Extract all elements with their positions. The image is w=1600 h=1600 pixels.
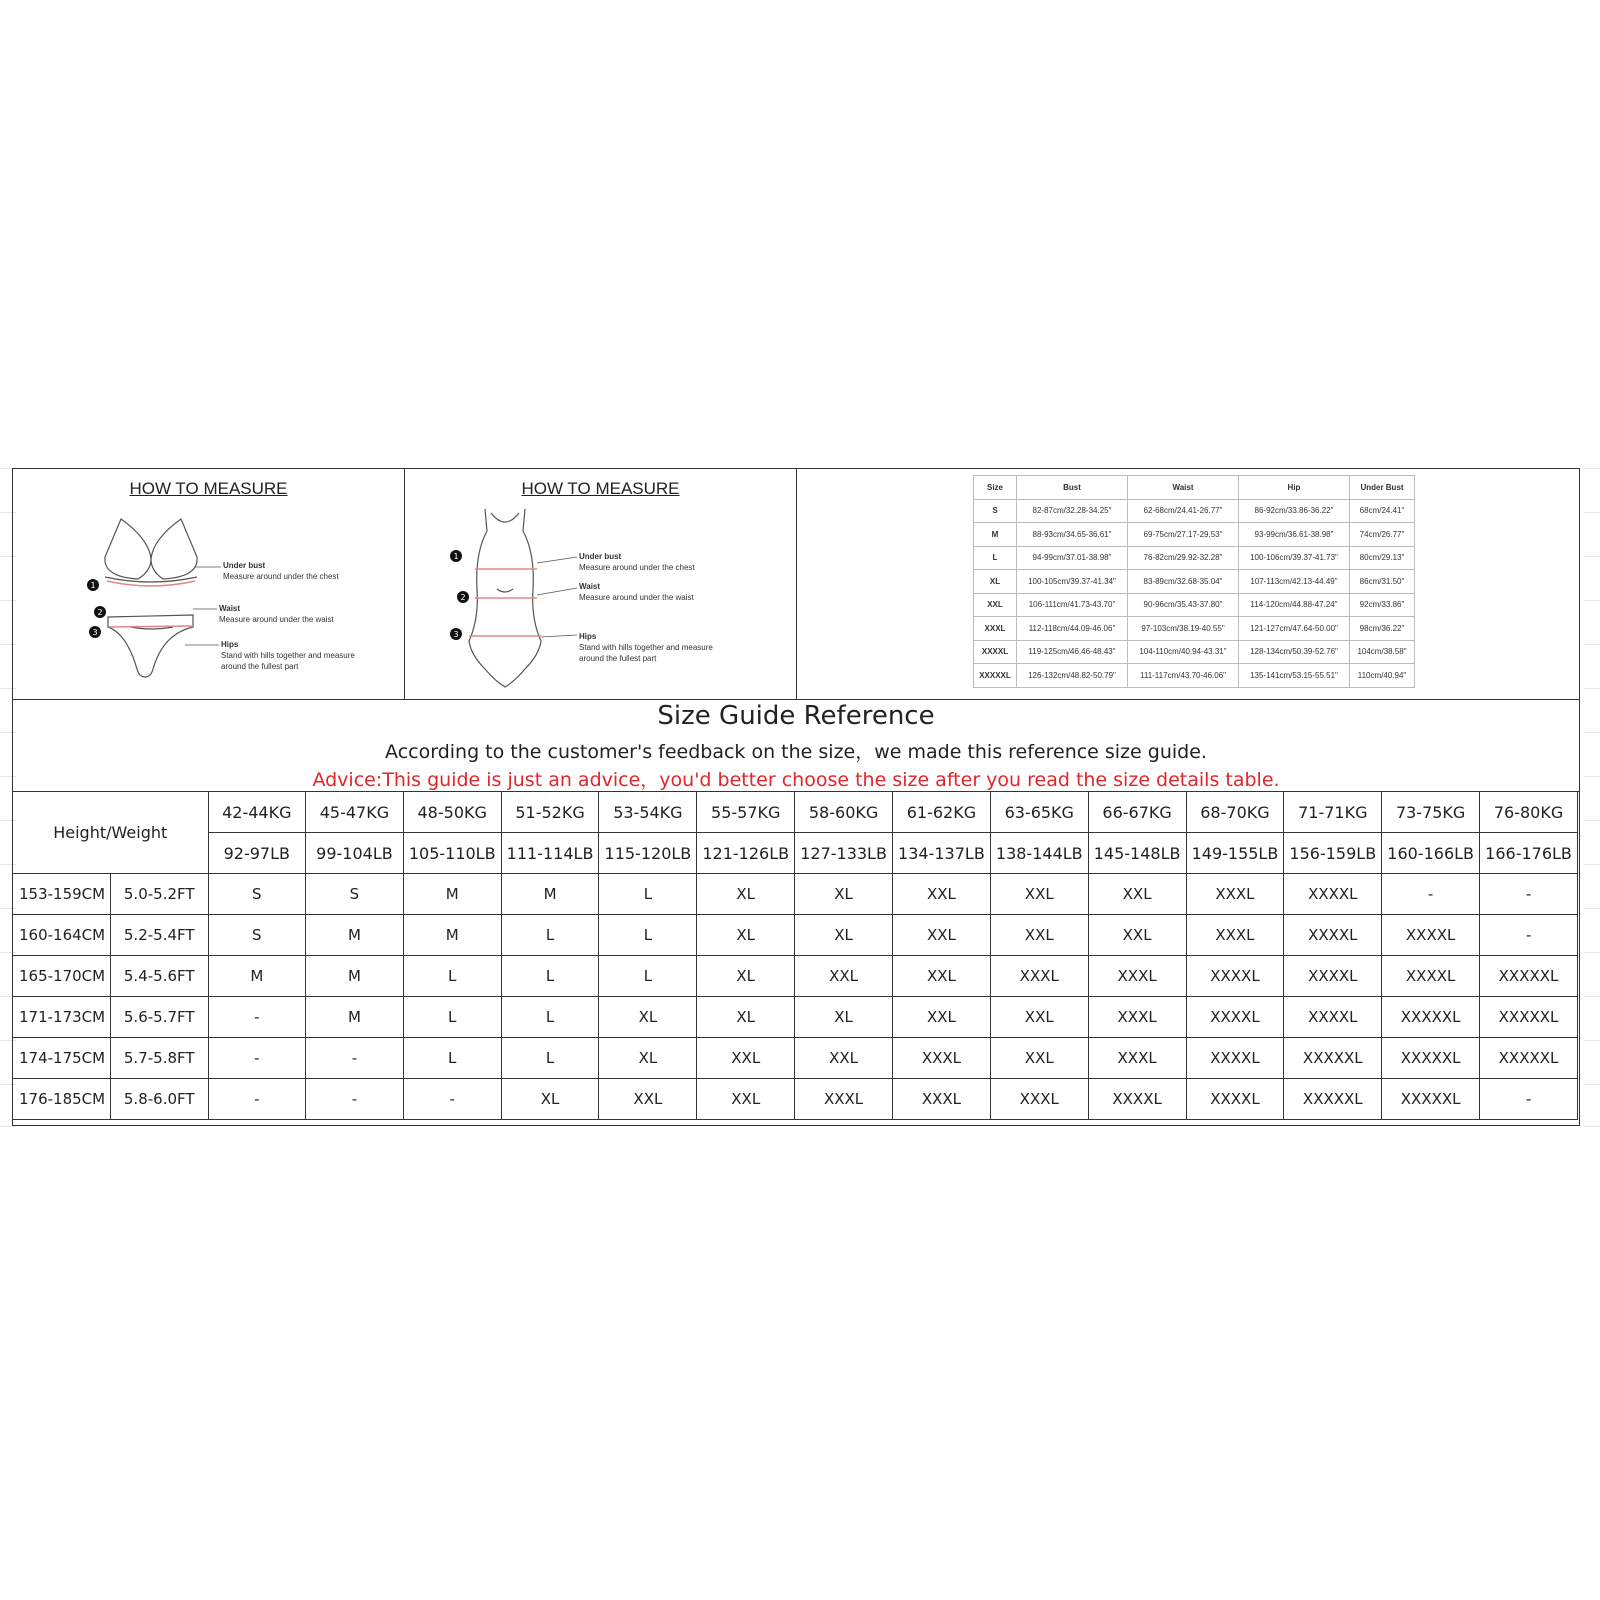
weight-lb-header: 134-137LB	[893, 833, 991, 874]
size-spec-table	[973, 475, 1415, 688]
guide-advice: Advice:This guide is just an advice，you'd better choose the size after you read the size details table.	[312, 769, 1280, 791]
spec-value-cell: 86cm/31.50"	[1350, 570, 1415, 594]
hips-label: Hips	[221, 640, 239, 649]
size-cell: M	[306, 956, 404, 997]
weight-lb-header: 92-97LB	[208, 833, 306, 874]
size-row	[13, 915, 1578, 956]
size-cell: XXXXL	[1186, 997, 1284, 1038]
weight-kg-header: 53-54KG	[599, 792, 697, 833]
spec-size-cell: M	[974, 523, 1017, 547]
size-cell: -	[208, 1038, 306, 1079]
weight-lb-header: 105-110LB	[403, 833, 501, 874]
height-cm-cell: 160-164CM	[13, 915, 111, 956]
size-cell: XXXXXL	[1382, 1038, 1480, 1079]
height-ft-cell: 5.8-6.0FT	[110, 1079, 208, 1120]
size-cell: XL	[599, 997, 697, 1038]
spec-value-cell: 128-134cm/50.39-52.76"	[1239, 640, 1350, 664]
size-cell: L	[599, 874, 697, 915]
how-to-measure-title: HOW TO MEASURE	[129, 479, 288, 498]
spec-value-cell: 92cm/33.86"	[1350, 593, 1415, 617]
weight-lb-header: 160-166LB	[1382, 833, 1480, 874]
size-cell: XXL	[795, 1038, 893, 1079]
size-cell: XL	[697, 874, 795, 915]
hips-desc-2: around the fullest part	[221, 662, 299, 671]
size-cell: M	[501, 874, 599, 915]
svg-text:3: 3	[453, 630, 459, 639]
size-cell: XL	[697, 956, 795, 997]
hips-desc-1: Stand with hills together and measure	[221, 651, 355, 660]
bikini-measure-panel	[13, 469, 405, 699]
size-cell: M	[403, 874, 501, 915]
spec-size-cell: L	[974, 546, 1017, 570]
spec-value-cell: 62-68cm/24.41-26.77"	[1128, 499, 1239, 523]
weight-kg-header: 45-47KG	[306, 792, 404, 833]
weight-kg-header: 51-52KG	[501, 792, 599, 833]
size-cell: XXXL	[1186, 874, 1284, 915]
spec-value-cell: 111-117cm/43.70-46.06"	[1128, 664, 1239, 688]
spec-row	[974, 617, 1415, 641]
spec-row	[974, 640, 1415, 664]
size-cell: XXL	[893, 956, 991, 997]
size-cell: XXL	[893, 915, 991, 956]
size-cell: -	[306, 1038, 404, 1079]
size-cell: S	[208, 915, 306, 956]
size-cell: XXXL	[1088, 997, 1186, 1038]
size-row	[13, 997, 1578, 1038]
spec-row	[974, 570, 1415, 594]
size-cell: M	[208, 956, 306, 997]
size-cell: XL	[697, 997, 795, 1038]
weight-lb-header: 145-148LB	[1088, 833, 1186, 874]
spec-header-cell: Under Bust	[1350, 476, 1415, 500]
spec-row	[974, 499, 1415, 523]
spec-value-cell: 100-106cm/39.37-41.73"	[1239, 546, 1350, 570]
measure-row	[13, 469, 1579, 700]
spec-row	[974, 593, 1415, 617]
size-cell: XXXL	[1088, 956, 1186, 997]
size-cell: XXXXXL	[1480, 997, 1578, 1038]
spec-size-cell: XL	[974, 570, 1017, 594]
size-cell: XXL	[795, 956, 893, 997]
size-cell: L	[501, 1038, 599, 1079]
weight-kg-header: 76-80KG	[1480, 792, 1578, 833]
size-cell: XXL	[599, 1079, 697, 1120]
spec-header-cell: Bust	[1017, 476, 1128, 500]
weight-lb-header: 156-159LB	[1284, 833, 1382, 874]
size-cell: L	[403, 1038, 501, 1079]
weight-kg-header: 61-62KG	[893, 792, 991, 833]
size-row	[13, 1038, 1578, 1079]
spec-value-cell: 69-75cm/27.17-29.53"	[1128, 523, 1239, 547]
under-bust-desc: Measure around under the chest	[223, 572, 339, 581]
size-cell: L	[501, 915, 599, 956]
size-cell: -	[1480, 915, 1578, 956]
size-cell: -	[1480, 1079, 1578, 1120]
svg-text:1: 1	[90, 581, 96, 590]
waist-desc: Measure around under the waist	[579, 593, 694, 602]
size-cell: XXXXL	[1382, 915, 1480, 956]
right-gridlines	[1584, 460, 1600, 1130]
spec-value-cell: 110cm/40.94"	[1350, 664, 1415, 688]
spec-value-cell: 104cm/38.58"	[1350, 640, 1415, 664]
weight-kg-header: 58-60KG	[795, 792, 893, 833]
size-cell: XXXL	[893, 1079, 991, 1120]
waist-desc: Measure around under the waist	[219, 615, 334, 624]
weight-lb-header: 111-114LB	[501, 833, 599, 874]
svg-text:3: 3	[92, 628, 98, 637]
size-cell: XL	[795, 874, 893, 915]
weight-lb-header: 127-133LB	[795, 833, 893, 874]
weight-kg-header: 63-65KG	[990, 792, 1088, 833]
svg-text:2: 2	[460, 593, 466, 602]
weight-lb-header: 149-155LB	[1186, 833, 1284, 874]
height-cm-cell: 176-185CM	[13, 1079, 111, 1120]
weight-kg-header: 55-57KG	[697, 792, 795, 833]
size-cell: L	[501, 997, 599, 1038]
spec-size-cell: XXXXXL	[974, 664, 1017, 688]
spec-value-cell: 82-87cm/32.28-34.25"	[1017, 499, 1128, 523]
size-cell: L	[599, 915, 697, 956]
size-cell: -	[1382, 874, 1480, 915]
spec-value-cell: 76-82cm/29.92-32.28"	[1128, 546, 1239, 570]
size-cell: XXL	[697, 1038, 795, 1079]
weight-lb-header: 138-144LB	[990, 833, 1088, 874]
size-cell: XXL	[990, 997, 1088, 1038]
weight-lb-header: 99-104LB	[306, 833, 404, 874]
weight-kg-header: 71-71KG	[1284, 792, 1382, 833]
weight-lb-header: 121-126LB	[697, 833, 795, 874]
size-cell: XXXXXL	[1480, 956, 1578, 997]
size-cell: L	[403, 956, 501, 997]
size-cell: L	[403, 997, 501, 1038]
spec-value-cell: 135-141cm/53.15-55.51"	[1239, 664, 1350, 688]
size-cell: XXXXL	[1284, 956, 1382, 997]
size-cell: XXL	[990, 915, 1088, 956]
guide-subtitle: According to the customer's feedback on the size，we made this reference size guide.	[385, 741, 1207, 763]
size-cell: XXXXXL	[1480, 1038, 1578, 1079]
spec-row	[974, 546, 1415, 570]
height-cm-cell: 174-175CM	[13, 1038, 111, 1079]
under-bust-label: Under bust	[223, 561, 266, 570]
spec-value-cell: 94-99cm/37.01-38.98"	[1017, 546, 1128, 570]
spec-size-cell: XXL	[974, 593, 1017, 617]
size-row	[13, 1079, 1578, 1120]
spec-row	[974, 523, 1415, 547]
size-cell: XXL	[893, 997, 991, 1038]
size-row	[13, 874, 1578, 915]
size-cell: XXXL	[990, 1079, 1088, 1120]
size-cell: S	[306, 874, 404, 915]
spec-value-cell: 126-132cm/48.82-50.79"	[1017, 664, 1128, 688]
hips-desc-2: around the fullest part	[579, 654, 657, 663]
size-cell: XL	[795, 997, 893, 1038]
size-cell: M	[403, 915, 501, 956]
spec-value-cell: 86-92cm/33.86-36.22"	[1239, 499, 1350, 523]
size-cell: XXXXXL	[1284, 1038, 1382, 1079]
size-cell: XXXL	[1186, 915, 1284, 956]
height-ft-cell: 5.0-5.2FT	[110, 874, 208, 915]
spec-value-cell: 114-120cm/44.88-47.24"	[1239, 593, 1350, 617]
size-cell: XXXXXL	[1382, 1079, 1480, 1120]
spec-value-cell: 88-93cm/34.65-36.61"	[1017, 523, 1128, 547]
size-cell: XXXXXL	[1284, 1079, 1382, 1120]
weight-kg-header: 68-70KG	[1186, 792, 1284, 833]
spec-value-cell: 100-105cm/39.37-41.34"	[1017, 570, 1128, 594]
size-cell: XXL	[1088, 915, 1186, 956]
weight-lb-header: 166-176LB	[1480, 833, 1578, 874]
size-cell: XL	[795, 915, 893, 956]
how-to-measure-title: HOW TO MEASURE	[521, 479, 680, 498]
height-cm-cell: 171-173CM	[13, 997, 111, 1038]
size-row	[13, 956, 1578, 997]
spec-value-cell: 112-118cm/44.09-46.06"	[1017, 617, 1128, 641]
size-cell: XXL	[1088, 874, 1186, 915]
height-ft-cell: 5.7-5.8FT	[110, 1038, 208, 1079]
size-cell: XXXXL	[1186, 956, 1284, 997]
spec-panel	[797, 469, 1579, 699]
spec-value-cell: 107-113cm/42.13-44.49"	[1239, 570, 1350, 594]
spec-value-cell: 97-103cm/38.19-40.55"	[1128, 617, 1239, 641]
size-cell: -	[1480, 874, 1578, 915]
spec-header-cell: Waist	[1128, 476, 1239, 500]
size-cell: XXXXL	[1284, 997, 1382, 1038]
size-cell: XXXXL	[1382, 956, 1480, 997]
size-chart-frame	[12, 468, 1580, 1126]
size-cell: XXL	[990, 1038, 1088, 1079]
waist-label: Waist	[219, 604, 241, 613]
weight-kg-header: 48-50KG	[403, 792, 501, 833]
size-cell: XXL	[990, 874, 1088, 915]
size-cell: XXXXL	[1088, 1079, 1186, 1120]
size-cell: -	[208, 1079, 306, 1120]
spec-size-cell: XXXL	[974, 617, 1017, 641]
size-cell: XXXXL	[1186, 1079, 1284, 1120]
spec-header-cell: Hip	[1239, 476, 1350, 500]
spec-value-cell: 121-127cm/47.64-50.00"	[1239, 617, 1350, 641]
spec-value-cell: 93-99cm/36.61-38.98"	[1239, 523, 1350, 547]
under-bust-desc: Measure around under the chest	[579, 563, 695, 572]
size-cell: XXL	[697, 1079, 795, 1120]
size-cell: M	[306, 915, 404, 956]
height-weight-size-table	[12, 791, 1578, 1120]
height-ft-cell: 5.2-5.4FT	[110, 915, 208, 956]
size-cell: -	[306, 1079, 404, 1120]
spec-row	[974, 664, 1415, 688]
size-cell: XXXXL	[1186, 1038, 1284, 1079]
size-cell: L	[501, 956, 599, 997]
size-cell: XXXXXL	[1382, 997, 1480, 1038]
weight-lb-header: 115-120LB	[599, 833, 697, 874]
svg-text:1: 1	[453, 552, 459, 561]
spec-header-row	[974, 476, 1415, 500]
spec-size-cell: S	[974, 499, 1017, 523]
weight-kg-header: 42-44KG	[208, 792, 306, 833]
size-cell: XXXXL	[1284, 874, 1382, 915]
height-cm-cell: 153-159CM	[13, 874, 111, 915]
kg-header-row	[13, 792, 1578, 833]
size-cell: XL	[697, 915, 795, 956]
size-cell: L	[599, 956, 697, 997]
spec-value-cell: 106-111cm/41.73-43.70"	[1017, 593, 1128, 617]
spec-header-cell: Size	[974, 476, 1017, 500]
spec-value-cell: 83-89cm/32.68-35.04"	[1128, 570, 1239, 594]
height-cm-cell: 165-170CM	[13, 956, 111, 997]
svg-text:2: 2	[97, 608, 103, 617]
size-cell: XL	[501, 1079, 599, 1120]
size-cell: -	[403, 1079, 501, 1120]
height-ft-cell: 5.6-5.7FT	[110, 997, 208, 1038]
onepiece-measure-panel	[405, 469, 797, 699]
size-cell: -	[208, 997, 306, 1038]
size-cell: XXXL	[893, 1038, 991, 1079]
size-guide-header	[13, 699, 1579, 792]
waist-label: Waist	[579, 582, 601, 591]
lb-header-row	[13, 833, 1578, 874]
spec-value-cell: 104-110cm/40.94-43.31"	[1128, 640, 1239, 664]
spec-size-cell: XXXXL	[974, 640, 1017, 664]
size-cell: XL	[599, 1038, 697, 1079]
size-cell: XXXL	[990, 956, 1088, 997]
height-weight-label: Height/Weight	[13, 792, 209, 874]
under-bust-label: Under bust	[579, 552, 622, 561]
size-table-body	[13, 792, 1578, 1120]
spec-value-cell: 74cm/26.77"	[1350, 523, 1415, 547]
size-cell: XXXL	[795, 1079, 893, 1120]
weight-kg-header: 73-75KG	[1382, 792, 1480, 833]
hips-desc-1: Stand with hills together and measure	[579, 643, 713, 652]
guide-title: Size Guide Reference	[657, 701, 935, 731]
size-cell: XXXXL	[1284, 915, 1382, 956]
spec-value-cell: 68cm/24.41"	[1350, 499, 1415, 523]
spec-value-cell: 90-96cm/35.43-37.80"	[1128, 593, 1239, 617]
spec-value-cell: 119-125cm/46.46-48.43"	[1017, 640, 1128, 664]
size-cell: S	[208, 874, 306, 915]
size-cell: XXL	[893, 874, 991, 915]
spec-table-body	[974, 499, 1415, 687]
weight-kg-header: 66-67KG	[1088, 792, 1186, 833]
size-cell: M	[306, 997, 404, 1038]
spec-value-cell: 98cm/36.22"	[1350, 617, 1415, 641]
hips-label: Hips	[579, 632, 597, 641]
height-ft-cell: 5.4-5.6FT	[110, 956, 208, 997]
spec-value-cell: 80cm/29.13"	[1350, 546, 1415, 570]
size-cell: XXXL	[1088, 1038, 1186, 1079]
